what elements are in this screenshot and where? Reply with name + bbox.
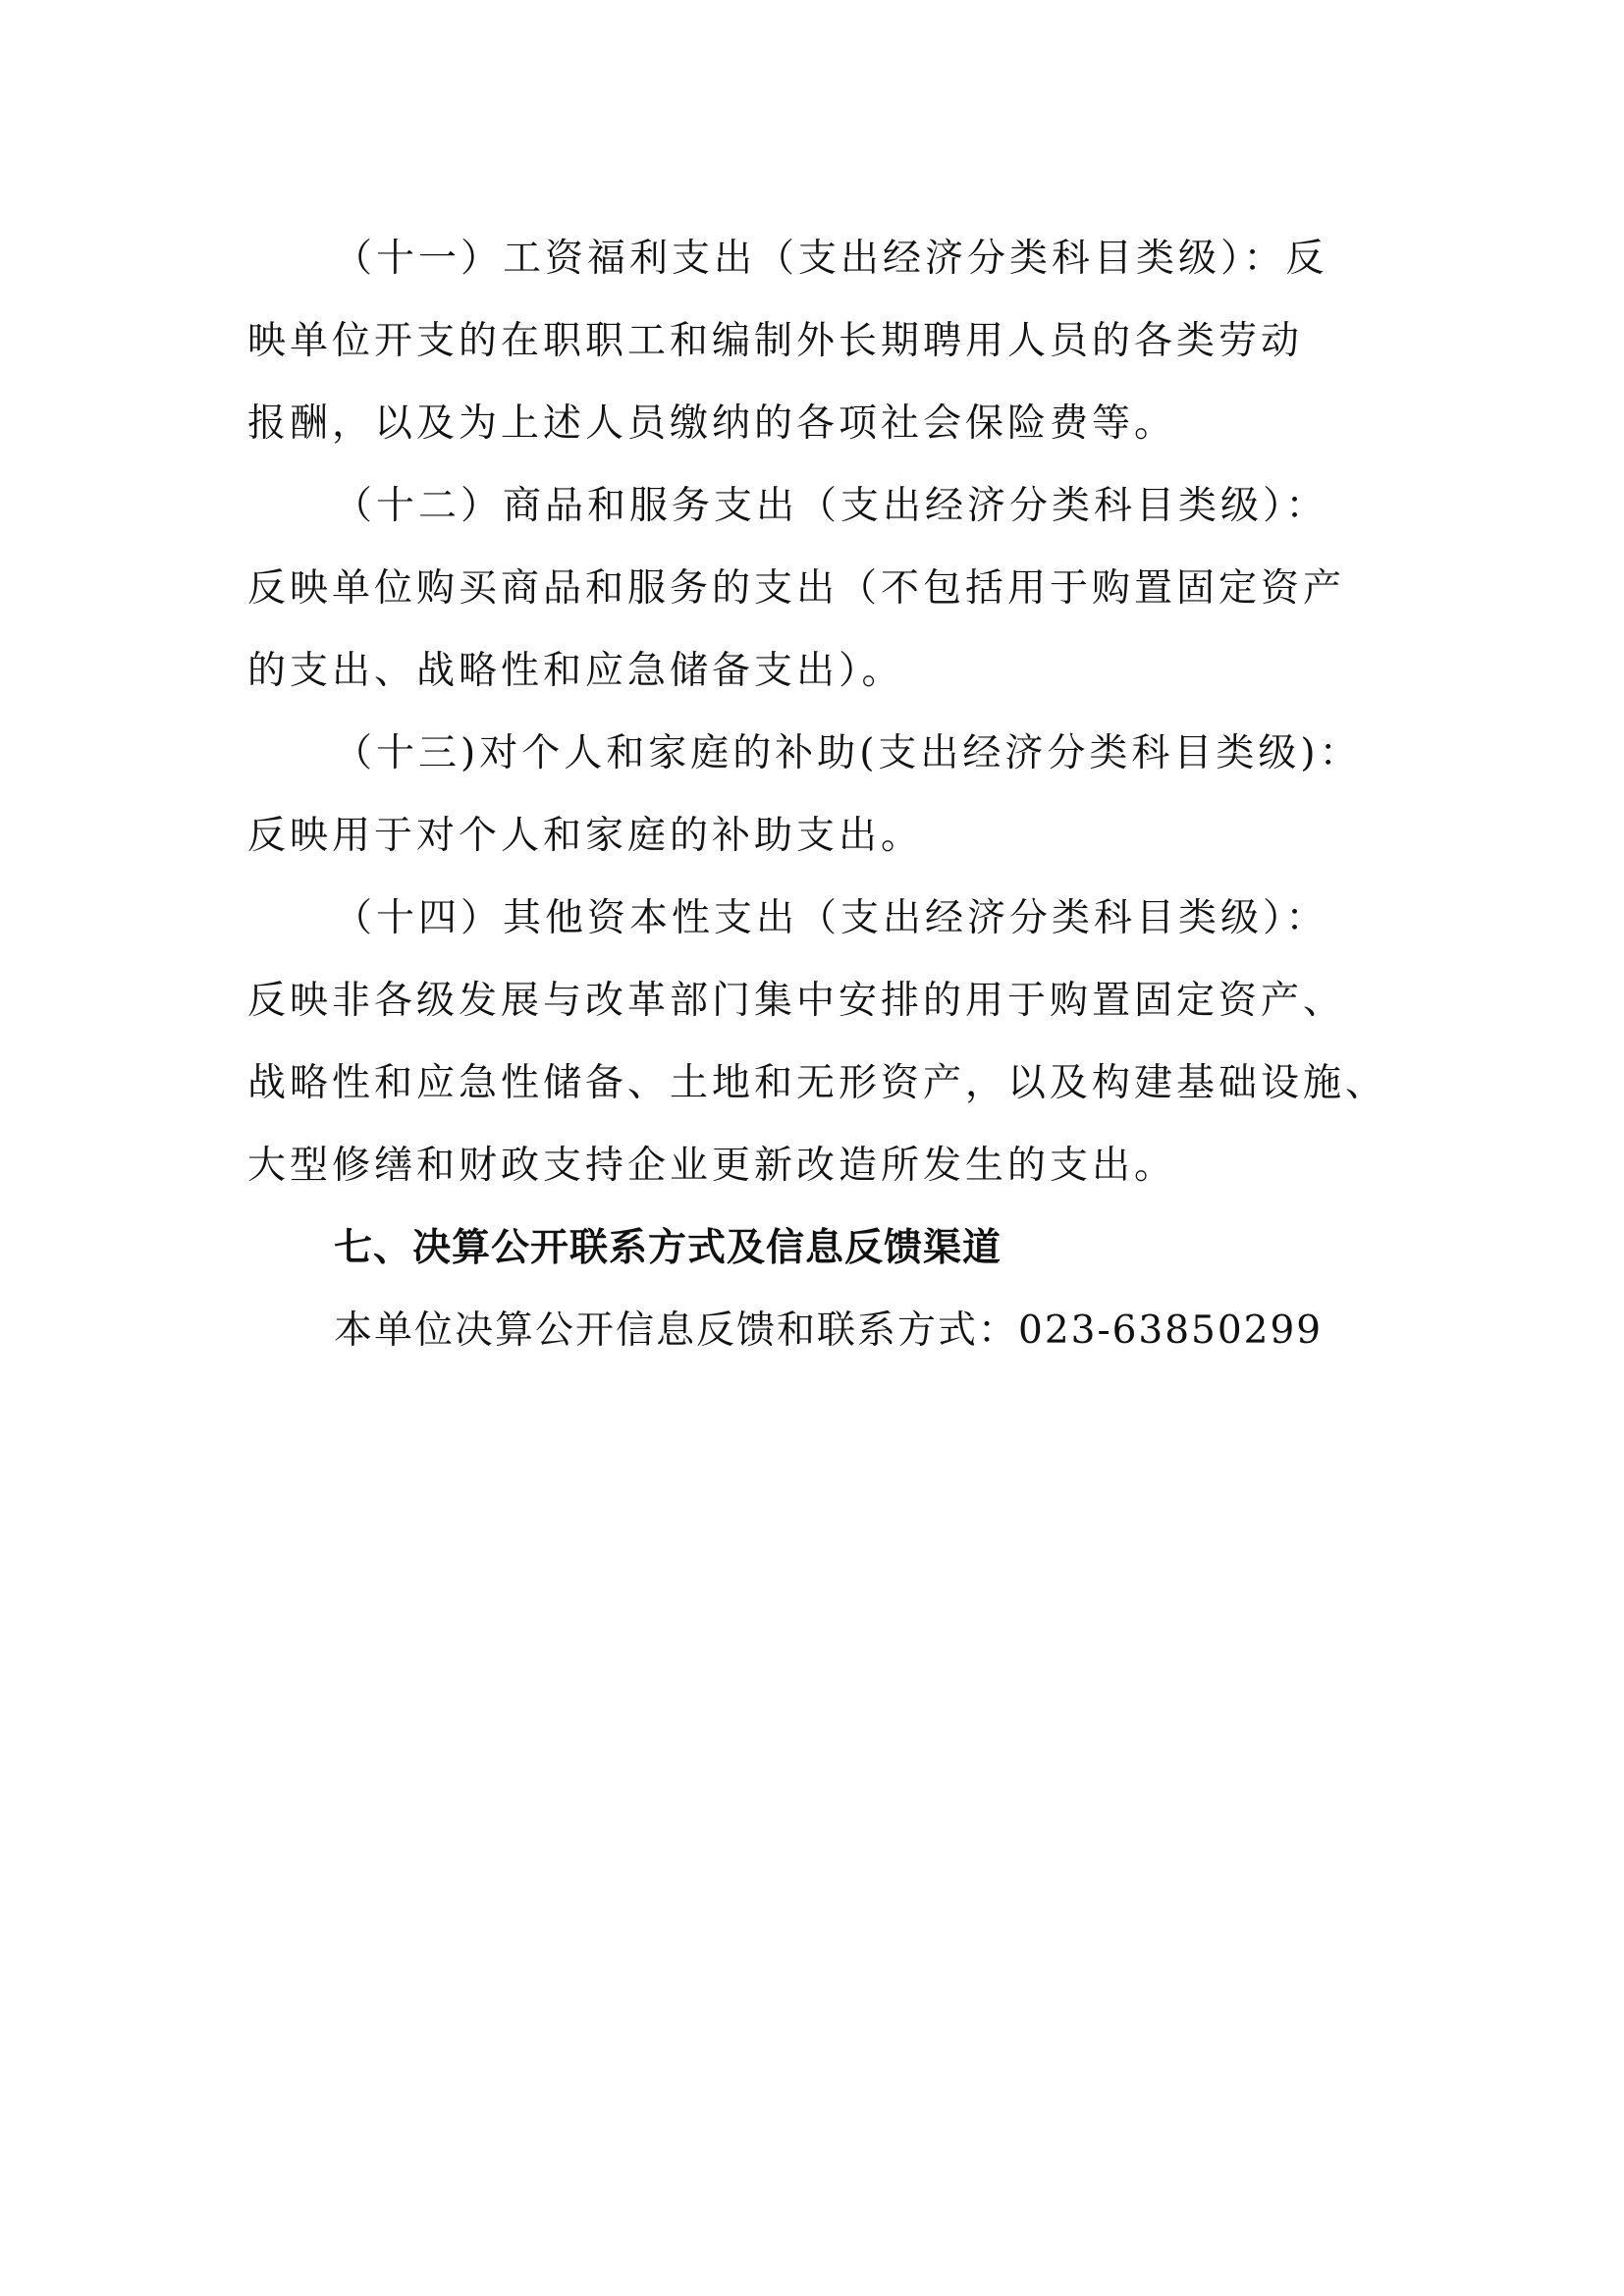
section-heading: 七、决算公开联系方式及信息反馈渠道 — [334, 1226, 1002, 1270]
paragraph-line: （十三)对个人和家庭的补助(支出经济分类科目类级)： — [334, 731, 1362, 775]
contact-line: 本单位决算公开信息反馈和联系方式：023-63850299 — [334, 1308, 1324, 1353]
item-11-paragraph — [247, 218, 1396, 465]
item-12-paragraph — [247, 465, 1396, 713]
document-body — [247, 218, 1396, 1372]
paragraph-line: 战略性和应急性储备、土地和无形资产，以及构建基础设施、 — [247, 1061, 1388, 1105]
paragraph-line: 反映单位购买商品和服务的支出（不包括用于购置固定资产 — [247, 566, 1346, 611]
item-14-paragraph — [247, 878, 1396, 1207]
paragraph-line: （十二）商品和服务支出（支出经济分类科目类级）： — [334, 484, 1328, 528]
paragraph-line: 报酬，以及为上述人员缴纳的各项社会保险费等。 — [247, 401, 1177, 446]
paragraph-line: 反映用于对个人和家庭的补助支出。 — [247, 814, 924, 858]
item-13-paragraph — [247, 713, 1396, 878]
paragraph-line: 的支出、战略性和应急储备支出）。 — [247, 649, 904, 693]
paragraph-line: 反映非各级发展与改革部门集中安排的用于购置固定资产、 — [247, 979, 1346, 1023]
paragraph-line: （十四）其他资本性支出（支出经济分类科目类级）： — [334, 896, 1328, 940]
paragraph-line: （十一）工资福利支出（支出经济分类科目类级）：反 — [334, 237, 1328, 281]
paragraph-line: 映单位开支的在职职工和编制外长期聘用人员的各类劳动 — [247, 319, 1304, 363]
paragraph-line: 大型修缮和财政支持企业更新改造所发生的支出。 — [247, 1144, 1177, 1188]
